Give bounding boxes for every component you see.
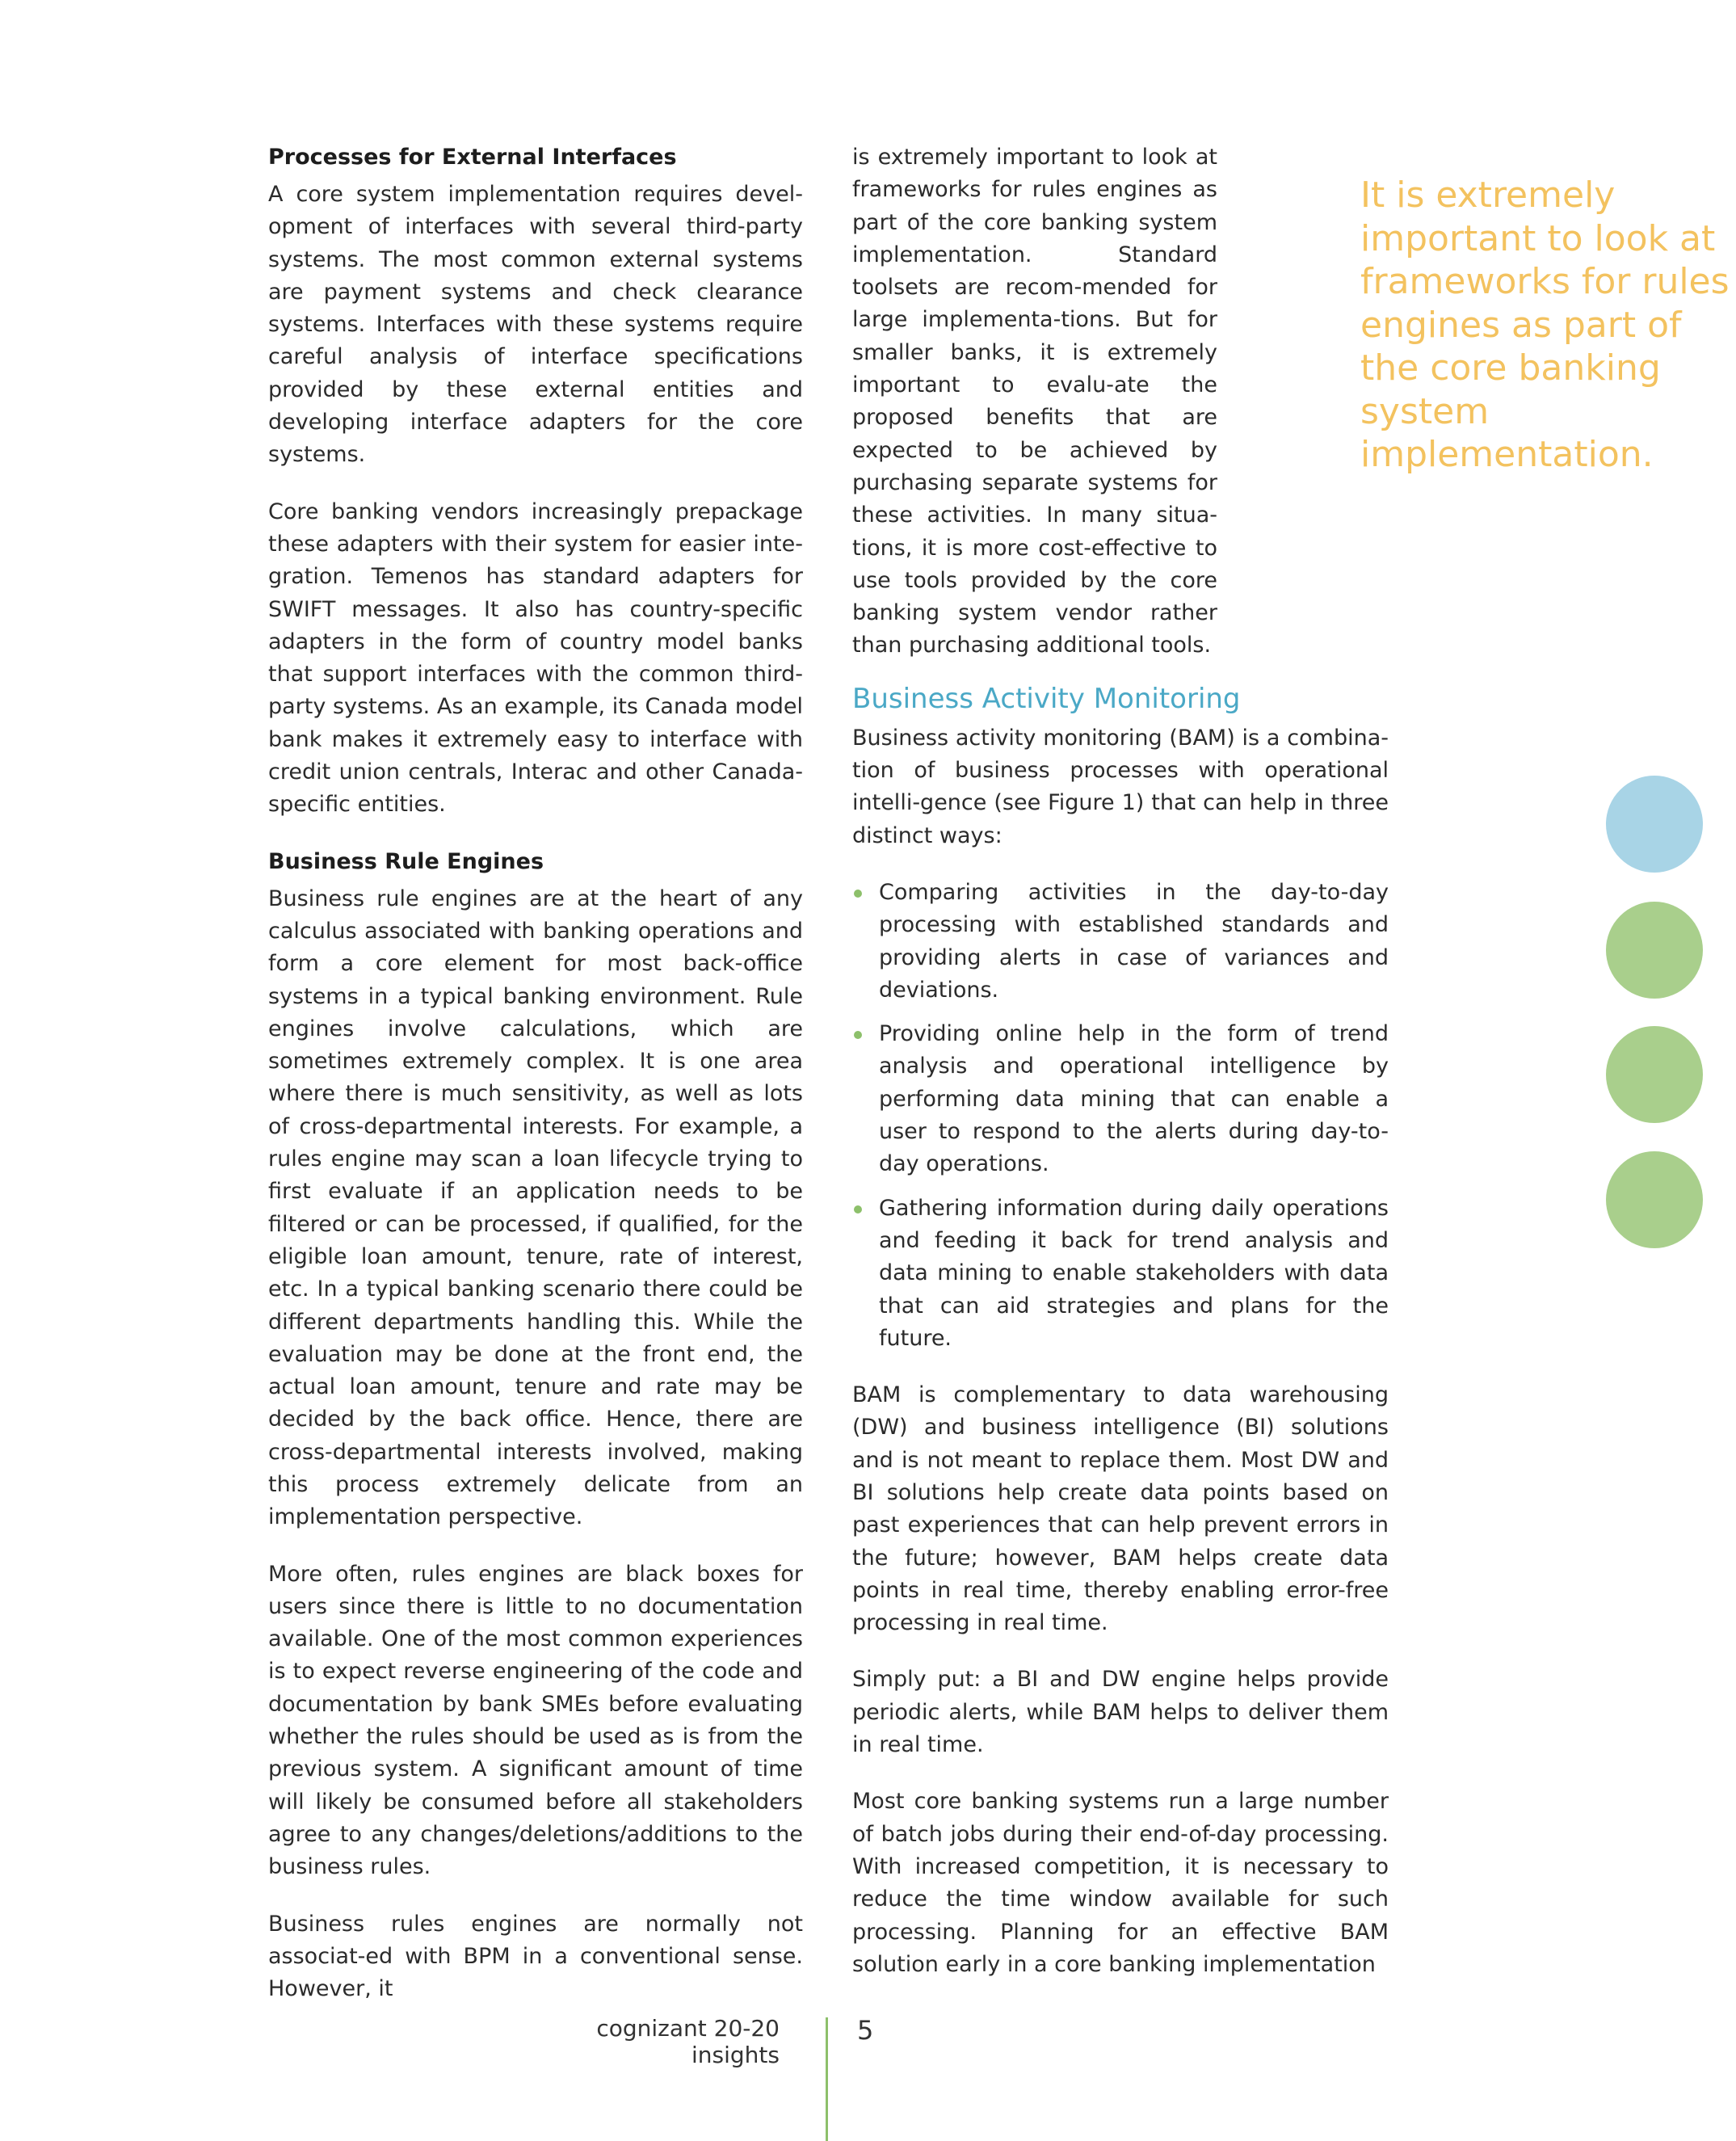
paragraph: is extremely important to look at frameworks for rules engines as part of the core banking system implementation. Standard toolsets are recom-mended for large implementa-tions. But for smaller banks, it is extremely important to evalu-ate the proposed benefits that are expected to be achieved by purchasing separate systems for these activities. In many situa-tions, it is more cost-effective to use tools provided by the core banking system vendor rather than purchasing additional tools. bbox=[852, 145, 1217, 658]
pull-quote: It is extremely important to look at frameworks for rules engines as part of the core banking system implementation. bbox=[1360, 175, 1730, 475]
paragraph: BAM is complementary to data warehousing (DW) and business intelligence (BI) solutions and is not meant to replace them. Most DW and BI solutions help create data points based on past experiences that can help prevent errors in the future; however, BAM helps create data points in real time, thereby enabling error-free processing in real time. bbox=[852, 1382, 1389, 1636]
decorative-dot-green bbox=[1606, 1151, 1703, 1248]
left-column bbox=[268, 141, 803, 2030]
section-heading-business-activity-monitoring: Business Activity Monitoring bbox=[852, 682, 1241, 715]
right-column bbox=[852, 141, 1730, 2005]
paragraph: More often, rules engines are black boxes for users since there is little to no documentation available. One of the most common experiences is to expect reverse engineering of the code and documentation by bank SMEs before evaluating whether the rules should be used as is from the previous system. A significant amount of time will likely be consumed before all stakeholders agree to any changes/deletions/additions to the business rules. bbox=[268, 1561, 803, 1880]
section-heading-external-interfaces: Processes for External Interfaces bbox=[268, 145, 677, 170]
paragraph: Simply put: a BI and DW engine helps provide periodic alerts, while BAM helps to deliver them in real time. bbox=[852, 1667, 1389, 1758]
bullet-list bbox=[852, 877, 1389, 1355]
paragraph: Business rules engines are normally not associat-ed with BPM in a conventional sense. However, it bbox=[268, 1911, 803, 2002]
footer-brand: cognizant 20-20 insights bbox=[596, 2015, 780, 2068]
paragraph: Business rule engines are at the heart of any calculus associated with banking operations and form a core element for most back-office systems in a typical banking environment. Rule engines involve calculations, which are sometimes extremely complex. It is one area where there is much sensitivity, as well as lots of cross-departmental interests. For example, a rules engine may scan a loan lifecycle trying to first evaluate if an application needs to be filtered or can be processed, if qualified, for the eligible loan amount, tenure, rate of interest, etc. In a typical banking scenario there could be different departments handling this. While the evaluation may be done at the front end, the actual loan amount, tenure and rate may be decided by the back office. Hence, there are cross-departmental interests involved, making this process extremely delicate from an implementation perspective. bbox=[268, 885, 803, 1530]
paragraph: A core system implementation requires devel-opment of interfaces with several third-party systems. The most common external systems are payment systems and check clearance systems. Interfaces with these systems require careful analysis of interface specifications provided by these external entities and developing interface adapters for the core systems. bbox=[268, 182, 803, 468]
paragraph: Business activity monitoring (BAM) is a combina-tion of business processes with operational intelli-gence (see Figure 1) that can help in three distinct ways: bbox=[852, 725, 1389, 848]
list-item: Providing online help in the form of trend analysis and operational intelligence by performing data mining that can enable a user to respond to the alerts during day-to-day operations. bbox=[852, 1018, 1389, 1180]
page-number: 5 bbox=[857, 2015, 874, 2046]
decorative-dot-green bbox=[1606, 902, 1703, 999]
list-item: Comparing activities in the day-to-day processing with established standards and providing alerts in case of variances and deviations. bbox=[852, 877, 1389, 1007]
footer-divider bbox=[826, 2017, 828, 2141]
section-heading-business-rule-engines: Business Rule Engines bbox=[268, 848, 544, 874]
decorative-dot-green bbox=[1606, 1026, 1703, 1123]
decorative-dot-blue bbox=[1606, 776, 1703, 873]
list-item: Gathering information during daily operations and feeding it back for trend analysis and data mining to enable stakeholders with data that can aid strategies and plans for the future. bbox=[852, 1192, 1389, 1355]
paragraph: Core banking vendors increasingly prepackage these adapters with their system for easier inte-gration. Temenos has standard adapters for SWIFT messages. It also has country-specific adapters in the form of country model banks that support interfaces with the common third-party systems. As an example, its Canada model bank makes it extremely easy to interface with credit union centrals, Interac and other Canada-specific entities. bbox=[268, 498, 803, 818]
paragraph: Most core banking systems run a large number of batch jobs during their end-of-day processing. With increased competition, it is necessary to reduce the time window available for such processing. Planning for an effective BAM solution early in a core banking implementation bbox=[852, 1789, 1389, 1977]
